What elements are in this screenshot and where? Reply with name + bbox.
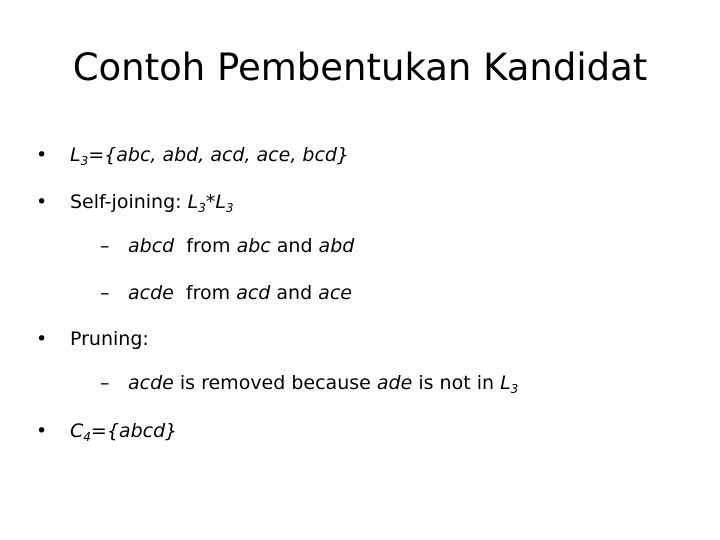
itemset: acd bbox=[236, 282, 271, 304]
sub-item-abcd bbox=[128, 233, 354, 259]
bullet-icon: • bbox=[36, 144, 48, 166]
text: is not in bbox=[412, 372, 501, 394]
sub-item-pruning-reason bbox=[128, 370, 518, 396]
slide-title: Contoh Pembentukan Kandidat bbox=[72, 46, 648, 89]
join-operator: * bbox=[205, 191, 216, 213]
set-contents: ={abcd} bbox=[90, 420, 178, 442]
set-contents: ={abc, abd, acd, ace, bcd} bbox=[88, 144, 350, 166]
bullet-item-self-joining bbox=[70, 189, 234, 215]
bullet-icon: • bbox=[36, 420, 48, 442]
sub-item-acde bbox=[128, 280, 352, 306]
dash-icon: – bbox=[100, 235, 110, 257]
subscript: 4 bbox=[83, 430, 91, 444]
text: and bbox=[270, 282, 319, 304]
dash-icon: – bbox=[100, 372, 110, 394]
subset: ade bbox=[376, 372, 413, 394]
itemset: abc bbox=[236, 235, 271, 257]
bullet-item-l3-set bbox=[70, 142, 349, 168]
subscript: 3 bbox=[510, 382, 519, 396]
set-symbol: C bbox=[70, 420, 84, 442]
label-text: Self-joining: bbox=[70, 191, 188, 213]
set-symbol: L bbox=[70, 144, 81, 166]
text: from bbox=[173, 282, 237, 304]
text: and bbox=[270, 235, 319, 257]
text: from bbox=[174, 235, 237, 257]
dash-icon: – bbox=[100, 282, 110, 304]
bullet-item-pruning: Pruning: bbox=[70, 328, 149, 350]
bullet-icon: • bbox=[36, 328, 48, 350]
set-symbol: L bbox=[500, 372, 511, 394]
bullet-item-c4-set bbox=[70, 418, 177, 444]
bullet-icon: • bbox=[36, 191, 48, 213]
subscript: 3 bbox=[225, 201, 234, 215]
itemset: ace bbox=[318, 282, 352, 304]
candidate: abcd bbox=[128, 235, 175, 257]
set-symbol: L bbox=[215, 191, 226, 213]
subscript: 3 bbox=[198, 201, 206, 215]
itemset: abd bbox=[318, 235, 355, 257]
candidate: acde bbox=[128, 282, 174, 304]
candidate: acde bbox=[128, 372, 174, 394]
set-symbol: L bbox=[187, 191, 199, 213]
text: is removed because bbox=[173, 372, 377, 394]
subscript: 3 bbox=[80, 154, 89, 168]
